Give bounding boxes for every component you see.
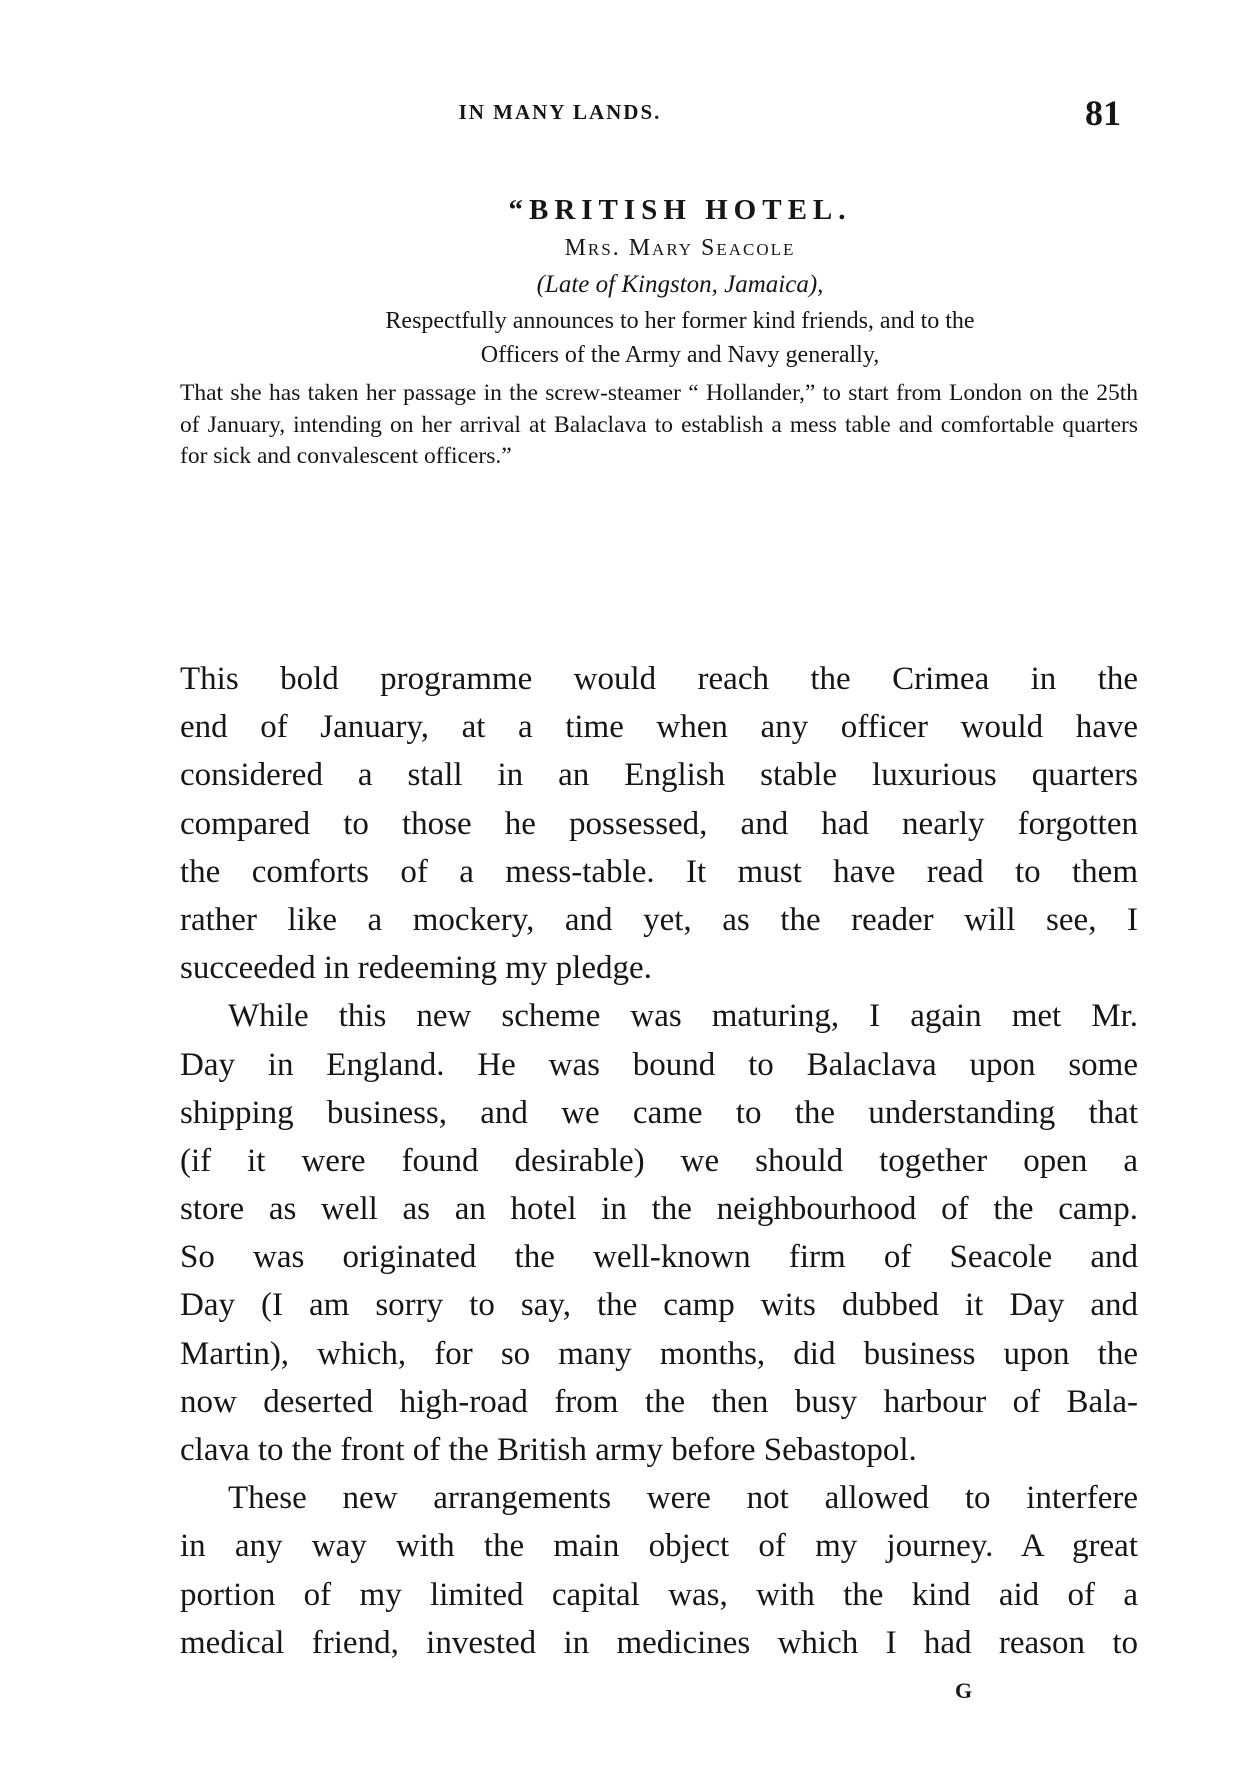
text-line: So was originated the well-known firm of Seacole and [180,1239,1138,1276]
notice-origin: (Late of Kingston, Jamaica), [536,271,824,298]
text-line: This bold programme would reach the Crimea in the [180,661,1138,697]
text-line: succeeded in redeeming my pledge. [180,950,652,987]
text-line: considered a stall in an English stable luxurious quarters [180,757,1138,794]
notice-line-2: Officers of the Army and Navy generally, [480,342,880,368]
hotel-notice [180,190,1140,473]
text-line: end of January, at a time when any officer would have [180,709,1138,746]
body-text [180,655,1138,1667]
text-line: While this new scheme was maturing, I again met Mr. [228,998,1138,1035]
text-line: Day (I am sorry to say, the camp wits dubbed it Day and [180,1287,1138,1324]
text-line: rather like a mockery, and yet, as the reader will see, I [180,901,1138,938]
text-line: portion of my limited capital was, with the kind aid of a [180,1576,1138,1613]
page-number: 81 [1085,93,1121,133]
text-line: compared to those he possessed, and had nearly forgotten [180,805,1138,842]
text-line: store as well as an hotel in the neighbourhood of the camp. [180,1191,1138,1228]
notice-body: That she has taken her passage in the screw-steamer “ Hollander,” to start from London on the 25th of January, intending on her arrival at Balaclava to establish a mess table and comfortable quarters for sick and convalescent officers.” [180,380,1138,469]
text-line: (if it were found desirable) we should together open a [180,1142,1138,1179]
text-line: now deserted high-road from the then busy harbour of Bala- [180,1383,1138,1420]
text-line: These new arrangements were not allowed to interfere [228,1480,1138,1517]
text-line: medical friend, invested in medicines which I had reason to [180,1624,1138,1661]
text-line: clava to the front of the British army before Sebastopol. [180,1432,917,1468]
text-line: Martin), which, for so many months, did business upon the [180,1335,1138,1372]
notice-line-1: Respectfully announces to her former kind friends, and to the [385,308,975,334]
notice-name: Mrs. Mary Seacole [564,235,796,261]
text-line: Day in England. He was bound to Balaclava upon some [180,1046,1138,1083]
running-title: IN MANY LANDS. [458,100,662,124]
text-line: shipping business, and we came to the understanding that [180,1094,1138,1131]
signature-mark: G [955,1678,973,1703]
notice-title: “BRITISH HOTEL. [508,194,852,226]
running-head [0,92,1234,132]
text-line: the comforts of a mess-table. It must have read to them [180,853,1138,890]
text-line: in any way with the main object of my journey. A great [180,1528,1138,1565]
